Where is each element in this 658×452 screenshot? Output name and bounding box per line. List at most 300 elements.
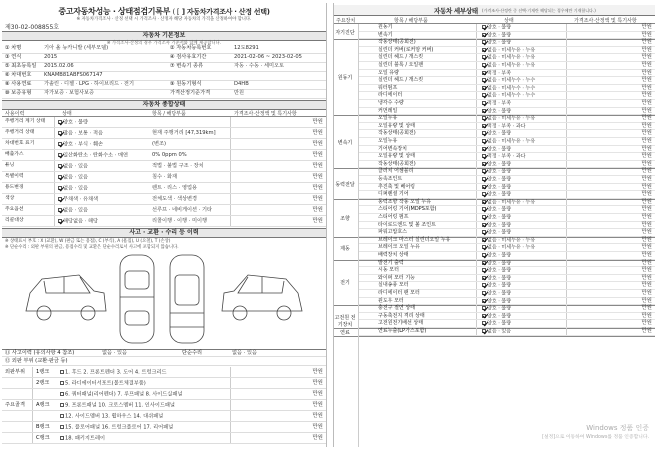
detail-item-label: 변속기	[378, 31, 393, 38]
checkbox-checked-icon[interactable]	[482, 25, 486, 29]
detail-status-options[interactable]	[482, 276, 511, 282]
detail-status-text: 양호 · 불량	[487, 275, 512, 282]
column-divider	[566, 77, 567, 84]
column-divider	[476, 146, 477, 153]
accident-note-2: ※ 단순수리 : 외판 부위의 판금, 용접수리 및 교환은 단순수리로서 사고에 포함되지 않습니다.	[5, 245, 179, 250]
detail-row	[358, 206, 655, 214]
detail-item-label: 실린더 헤드 / 개스킷	[378, 54, 424, 61]
outer-panel-rank: B랭크	[36, 424, 50, 430]
column-divider	[230, 161, 231, 171]
summary-status-text: 없음 · 있음	[63, 207, 88, 214]
basic-info-value: 2015.02.06	[44, 63, 74, 69]
checkbox-checked-icon[interactable]	[482, 223, 486, 227]
detail-status-text: 없음 · 있음	[487, 328, 512, 335]
detail-item-label: 연료누출(LP가스포함)	[378, 328, 427, 334]
column-divider	[476, 214, 477, 221]
summary-status-options[interactable]	[58, 131, 103, 137]
price-unit: 만원	[641, 282, 652, 289]
column-divider	[566, 184, 567, 191]
detail-item-label: 디퍼렌셜 기어	[378, 191, 409, 198]
detail-status-text: 적정 · 부족	[487, 100, 512, 107]
detail-item-label: 고전원전기배선 상태	[378, 320, 424, 327]
detail-status-text: 양호 · 불량	[487, 168, 512, 175]
checkbox-checked-icon[interactable]	[482, 124, 486, 128]
car-side-view-left	[26, 275, 106, 320]
summary-item-label: 특별이력	[5, 174, 24, 179]
detail-status-options[interactable]	[482, 154, 526, 160]
detail-row	[358, 282, 655, 290]
outer-panel-row	[2, 367, 326, 378]
column-divider	[476, 62, 477, 69]
basic-info-value: 만원	[234, 90, 245, 96]
column-divider	[32, 422, 33, 432]
detail-item-label: 스티어링 기어(MDPS포함)	[378, 206, 437, 213]
car-top-view-front	[120, 255, 154, 343]
detail-status-text: 양호 · 불량	[487, 229, 512, 236]
checkbox-checked-icon[interactable]	[482, 268, 486, 272]
detail-status-text: 적정 · 부족	[487, 70, 512, 77]
detail-status-text: 없음 · 미세누유 · 누유	[487, 47, 536, 54]
price-unit: 만원	[312, 391, 323, 397]
accident-note: ※ 상태표시 부호 : X (교환), W (판금 또는 용접), C (부식), A (흠집), U (요철), T (손상)	[5, 239, 171, 244]
summary-item-label: 주행거리 상태	[5, 130, 35, 135]
detail-status-options[interactable]	[482, 215, 511, 221]
detail-item-label: 작동상태(공회전)	[378, 160, 416, 167]
outer-panel-items[interactable]	[60, 403, 175, 409]
checkbox-checked-icon[interactable]	[482, 71, 486, 75]
checkbox-checked-icon[interactable]	[482, 55, 486, 59]
detail-status-options[interactable]	[482, 253, 511, 259]
summary-status-options[interactable]	[58, 153, 128, 159]
detail-status-text: 적정 · 부족 · 과다	[487, 153, 526, 160]
detail-status-text: 없음 · 미세누수 · 누수	[487, 77, 536, 84]
detail-item-label: 워터펌프	[378, 84, 398, 91]
checkbox-checked-icon[interactable]	[482, 207, 486, 211]
summary-detail: 전체도색 · 색상변경	[152, 196, 198, 202]
column-divider	[476, 32, 477, 39]
basic-info-value: D4HB	[234, 81, 249, 87]
summary-status-options[interactable]	[58, 120, 88, 126]
price-unit: 만원	[641, 328, 652, 334]
outer-panel-items-text: 1. 후드 2. 프론트펜더 3. 도어 4. 트렁크리드	[65, 369, 167, 376]
detail-item-label: 동력조향 작동 오일 누유	[378, 198, 432, 205]
detail-status-options[interactable]	[482, 139, 535, 145]
detail-status-options[interactable]	[482, 192, 511, 198]
detail-status-text: 없음 · 미세누유 · 누유	[487, 244, 536, 251]
detail-status-options[interactable]	[482, 25, 511, 31]
column-divider	[566, 260, 567, 267]
summary-table	[2, 117, 326, 227]
checkbox-checked-icon[interactable]	[482, 63, 486, 67]
basic-info-value: 2021-02-06 ~ 2023-02-05	[234, 54, 302, 60]
column-divider	[230, 367, 231, 377]
basic-info-label: ⑩ 보증유형	[5, 90, 32, 96]
summary-status-text: 양호 · 부식 · 훼손	[63, 141, 103, 148]
checkbox-checked-icon[interactable]	[482, 291, 486, 295]
column-divider	[566, 237, 567, 244]
detail-status-options[interactable]	[482, 101, 511, 107]
price-unit: 만원	[312, 402, 323, 408]
checkbox-checked-icon[interactable]	[482, 185, 486, 189]
detail-row	[358, 244, 655, 252]
basic-info-row	[2, 54, 326, 63]
detail-status-options[interactable]	[482, 329, 511, 335]
detail-row	[358, 153, 655, 161]
outer-panel-items-text: 5. 라디에이터서포트(볼트체결부품)	[65, 380, 146, 387]
summary-status-options[interactable]	[58, 186, 88, 192]
column-divider	[230, 194, 231, 204]
checkbox-checked-icon[interactable]	[482, 40, 486, 44]
checkbox-checked-icon[interactable]	[58, 153, 62, 157]
summary-status-text: 해당없음 · 해당	[63, 218, 99, 225]
summary-status-options[interactable]	[58, 208, 88, 214]
price-unit: 만원	[641, 290, 652, 296]
outer-panel-items[interactable]	[60, 414, 163, 420]
checkbox-checked-icon[interactable]	[482, 321, 486, 325]
detail-status-text: 양호 · 불량	[487, 320, 512, 327]
checkbox-checked-icon[interactable]	[482, 329, 486, 333]
column-divider	[476, 47, 477, 54]
checkbox-checked-icon[interactable]	[482, 93, 486, 97]
summary-detail: 리콜이행 · 이행 · 미이행	[152, 218, 207, 224]
detail-status-text: 양호 · 불량	[487, 108, 512, 115]
detail-status-options[interactable]	[482, 86, 535, 92]
basic-info-label: ⑧ 사용연료	[5, 81, 32, 87]
price-unit: 만원	[641, 77, 652, 84]
outer-panel-items[interactable]	[60, 436, 105, 442]
vehicle-diagram	[20, 253, 310, 348]
checkbox-checked-icon[interactable]	[482, 48, 486, 52]
column-divider	[476, 229, 477, 236]
column-divider	[566, 138, 567, 145]
summary-detail: 침수 · 화재	[152, 174, 177, 180]
detail-status-options[interactable]	[482, 200, 535, 206]
detail-item-label: 구동축전지 격리 상태	[378, 312, 425, 319]
price-unit: 만원	[641, 312, 652, 319]
detail-status-options[interactable]	[482, 55, 535, 61]
detail-item-label: 추진축 및 베어링	[378, 183, 415, 190]
checkbox-checked-icon[interactable]	[58, 208, 62, 212]
checkbox-checked-icon[interactable]	[482, 109, 486, 113]
summary-row	[2, 172, 326, 183]
detail-status-text: 없음 · 미세누수 · 누수	[487, 85, 536, 92]
detail-status-options[interactable]	[482, 147, 511, 153]
column-divider	[230, 139, 231, 149]
inspection-form-page-left	[2, 3, 327, 447]
detail-status-options[interactable]	[482, 93, 535, 99]
detail-item-label: 오일유량 및 상태	[378, 153, 415, 160]
summary-row	[2, 161, 326, 172]
summary-status-text: 양호 · 불량	[63, 119, 88, 126]
detail-status-text: 적정 · 부족 · 과다	[487, 123, 526, 130]
checkbox-checked-icon[interactable]	[482, 147, 486, 151]
detail-status-options[interactable]	[482, 299, 511, 305]
checkbox-checked-icon[interactable]	[482, 238, 486, 242]
summary-row	[2, 128, 326, 139]
column-divider	[230, 400, 231, 410]
price-unit: 만원	[312, 380, 323, 386]
summary-status-options[interactable]	[58, 175, 88, 181]
summary-detail: 렌트 · 리스 · 영업용	[152, 185, 197, 191]
checkbox-checked-icon[interactable]	[482, 200, 486, 204]
detail-status-options[interactable]	[482, 321, 511, 327]
column-divider	[476, 267, 477, 274]
column-divider	[476, 130, 477, 137]
outer-panel-items[interactable]	[60, 381, 146, 387]
column-divider	[476, 206, 477, 213]
summary-item-label: 색상	[5, 196, 15, 201]
summary-status-options[interactable]	[58, 219, 98, 225]
price-unit: 만원	[641, 176, 652, 182]
detail-status-text: 양호 · 불량	[487, 39, 512, 46]
document-number: 제30-02-008855호	[5, 24, 60, 31]
checkbox-checked-icon[interactable]	[482, 245, 486, 249]
checkbox-checked-icon[interactable]	[482, 314, 486, 318]
detail-row	[358, 214, 655, 222]
summary-item-label: 주요옵션	[5, 207, 24, 212]
outer-panel-items[interactable]	[60, 370, 167, 376]
checkbox-checked-icon[interactable]	[482, 253, 486, 257]
column-divider	[476, 184, 477, 191]
column-divider	[566, 32, 567, 39]
checkbox-icon[interactable]	[60, 403, 64, 407]
detail-status-options[interactable]	[482, 131, 511, 137]
checkbox-checked-icon[interactable]	[482, 131, 486, 135]
detail-status-text: 양호 · 불량	[487, 222, 512, 229]
detail-item-label: 작동상태(공회전)	[378, 39, 416, 46]
column-divider	[476, 252, 477, 259]
basic-info-value: 가솔린 · 디젤 · LPG · 하이브리드 · 전기	[44, 81, 134, 87]
detail-status-options[interactable]	[482, 283, 511, 289]
checkbox-checked-icon[interactable]	[482, 101, 486, 105]
summary-table-header: 사용이력 상태 항목 / 해당부품 가격조사·산정액 및 특기사항	[2, 109, 326, 117]
column-divider	[566, 85, 567, 92]
detail-title-bar: 자동차 세부상태 (가격조사·산정란 중 선택·기재란 해당되는 경우에만 기재합니다.)	[334, 5, 655, 16]
detail-group-label: 동력전달	[335, 181, 355, 188]
price-unit: 만원	[641, 214, 652, 220]
checkbox-checked-icon[interactable]	[482, 33, 486, 37]
detail-status-options[interactable]	[482, 78, 535, 84]
detail-status-options[interactable]	[482, 169, 511, 175]
detail-status-options[interactable]	[482, 185, 511, 191]
detail-row	[358, 62, 655, 70]
detail-status-options[interactable]	[482, 230, 511, 236]
column-divider	[476, 298, 477, 305]
checkbox-checked-icon[interactable]	[482, 192, 486, 196]
column-divider	[566, 320, 567, 327]
detail-status-options[interactable]	[482, 109, 511, 115]
detail-item-label: 오일누유	[378, 138, 398, 144]
checkbox-icon[interactable]	[60, 414, 64, 418]
checkbox-icon[interactable]	[60, 392, 64, 396]
price-unit: 만원	[641, 274, 652, 281]
checkbox-checked-icon[interactable]	[482, 261, 486, 265]
column-divider	[230, 172, 231, 182]
summary-row	[2, 117, 326, 128]
detail-item-label: 실내송풍 모터	[378, 282, 409, 289]
basic-info-note: ※ 가격조사·산정의 경우 가격조사 기준서와 함께 제공합니다.	[106, 41, 222, 46]
checkbox-checked-icon[interactable]	[482, 230, 486, 234]
summary-row	[2, 205, 326, 216]
detail-status-options[interactable]	[482, 48, 535, 54]
price-unit: 만원	[641, 183, 652, 190]
summary-status-options[interactable]	[58, 142, 103, 148]
column-divider	[476, 275, 477, 282]
detail-row	[358, 100, 655, 108]
price-unit: 만원	[312, 163, 323, 169]
basic-info-label: 가격산정기준가격	[170, 90, 211, 96]
checkbox-checked-icon[interactable]	[58, 120, 62, 124]
checkbox-checked-icon[interactable]	[58, 175, 62, 179]
column-divider	[566, 115, 567, 122]
detail-row	[358, 130, 655, 138]
column-divider	[230, 389, 231, 399]
basic-info-label: ③ 연식	[5, 54, 22, 60]
detail-status-options[interactable]	[482, 306, 511, 312]
summary-status-options[interactable]	[58, 164, 88, 170]
detail-status-options[interactable]	[482, 63, 535, 69]
column-divider	[32, 433, 33, 443]
detail-status-options[interactable]	[482, 223, 511, 229]
checkbox-checked-icon[interactable]	[482, 283, 486, 287]
column-divider	[476, 153, 477, 160]
column-divider	[54, 172, 55, 182]
checkbox-icon[interactable]	[60, 425, 64, 429]
detail-status-options[interactable]	[482, 207, 511, 213]
price-unit: 만원	[641, 236, 652, 243]
column-divider	[566, 62, 567, 69]
detail-status-options[interactable]	[482, 124, 526, 130]
detail-status-options[interactable]	[482, 33, 511, 39]
summary-status-options[interactable]	[58, 197, 98, 203]
column-divider	[230, 117, 231, 127]
checkbox-checked-icon[interactable]	[58, 186, 62, 190]
detail-status-options[interactable]	[482, 116, 535, 122]
column-divider	[476, 260, 477, 267]
checkbox-checked-icon[interactable]	[58, 164, 62, 168]
checkbox-checked-icon[interactable]	[482, 299, 486, 303]
detail-status-options[interactable]	[482, 162, 511, 168]
form-notice: ※ 자동차가격조사 · 산정 선택 시 가격조사 · 산정자 해당 자동차의 가격을 산정하여야 합니다.	[76, 17, 252, 22]
column-divider	[476, 290, 477, 297]
outer-panel-row	[2, 422, 326, 433]
checkbox-icon[interactable]	[60, 436, 64, 440]
column-divider	[566, 290, 567, 297]
checkbox-checked-icon[interactable]	[482, 154, 486, 158]
detail-item-label: 시동 모터	[378, 267, 399, 274]
checkbox-checked-icon[interactable]	[58, 131, 62, 135]
detail-status-options[interactable]	[482, 314, 511, 320]
checkbox-checked-icon[interactable]	[58, 219, 62, 223]
detail-row	[358, 191, 655, 199]
price-unit: 만원	[312, 218, 323, 224]
price-unit: 만원	[641, 305, 652, 312]
column-divider	[230, 378, 231, 388]
checkbox-checked-icon[interactable]	[482, 86, 486, 90]
outer-panel-items[interactable]	[60, 425, 173, 431]
basic-info-value: KNAMB81ABFS067147	[44, 72, 103, 78]
checkbox-checked-icon[interactable]	[482, 177, 486, 181]
outer-panel-items-text: 12. 사이드멤버 13. 휠하우스 14. 대쉬패널	[65, 413, 164, 420]
basic-info-row	[2, 81, 326, 90]
detail-status-options[interactable]	[482, 261, 511, 267]
checkbox-checked-icon[interactable]	[482, 139, 486, 143]
checkbox-checked-icon[interactable]	[482, 162, 486, 166]
column-divider	[566, 100, 567, 107]
column-divider	[566, 92, 567, 99]
column-divider	[476, 161, 477, 168]
column-divider	[566, 176, 567, 183]
detail-status-options[interactable]	[482, 40, 511, 46]
detail-item-label: 기어변속장치	[378, 145, 407, 152]
checkbox-checked-icon[interactable]	[58, 142, 62, 146]
outer-panel-row	[2, 389, 326, 400]
column-divider	[476, 237, 477, 244]
checkbox-checked-icon[interactable]	[482, 215, 486, 219]
detail-item-label: 실린더 헤드 / 개스킷	[378, 77, 424, 84]
column-divider	[476, 313, 477, 320]
column-divider	[32, 389, 33, 399]
detail-status-options[interactable]	[482, 268, 511, 274]
column-divider	[566, 275, 567, 282]
price-unit: 만원	[641, 115, 652, 122]
summary-detail: 선루프 · 네비게이션 · 기타	[152, 207, 213, 213]
checkbox-checked-icon[interactable]	[482, 169, 486, 173]
price-unit: 만원	[641, 191, 652, 198]
detail-status-text: 양호 · 불량	[487, 252, 512, 259]
detail-status-options[interactable]	[482, 238, 535, 244]
basic-info-label: ④ 검사유효기간	[170, 54, 207, 60]
summary-status-text: 무채색 · 유채색	[63, 196, 99, 203]
checkbox-icon[interactable]	[60, 381, 64, 385]
outer-panel-header-row: ⑫ 외판 부위 (교환·판금 등)	[2, 358, 326, 366]
outer-panel-items[interactable]	[60, 392, 182, 398]
price-unit: 만원	[641, 100, 652, 106]
price-unit: 만원	[641, 54, 652, 61]
detail-status-text: 양호 · 불량	[487, 282, 512, 289]
detail-item-label: 원동기	[378, 24, 393, 30]
column-divider	[476, 108, 477, 115]
detail-status-text: 양호 · 불량	[487, 260, 512, 267]
detail-status-options[interactable]	[482, 177, 511, 183]
detail-status-text: 양호 · 불량	[487, 32, 512, 39]
price-unit: 만원	[641, 221, 652, 228]
detail-status-text: 양호 · 불량	[487, 146, 512, 153]
detail-status-options[interactable]	[482, 71, 511, 77]
price-unit: 만원	[312, 185, 323, 191]
basic-info-value: 자동 · 수동 · 세미오토	[234, 63, 284, 69]
checkbox-checked-icon[interactable]	[482, 276, 486, 280]
summary-row	[2, 183, 326, 194]
detail-item-label: 실린더 블록 / 오일팬	[378, 62, 424, 68]
checkbox-checked-icon[interactable]	[482, 116, 486, 120]
price-unit: 만원	[641, 259, 652, 266]
outer-panel-group: 주요골격	[5, 402, 26, 408]
detail-row	[358, 138, 655, 146]
checkbox-checked-icon[interactable]	[482, 78, 486, 82]
detail-status-options[interactable]	[482, 245, 535, 251]
detail-item-label: 배력장치 상태	[378, 252, 409, 258]
column-divider	[476, 24, 477, 31]
checkbox-icon[interactable]	[60, 370, 64, 374]
checkbox-checked-icon[interactable]	[58, 197, 62, 201]
summary-row	[2, 194, 326, 205]
detail-status-options[interactable]	[482, 291, 511, 297]
column-divider	[230, 150, 231, 160]
column-divider	[54, 216, 55, 226]
checkbox-checked-icon[interactable]	[482, 306, 486, 310]
column-divider	[566, 70, 567, 77]
